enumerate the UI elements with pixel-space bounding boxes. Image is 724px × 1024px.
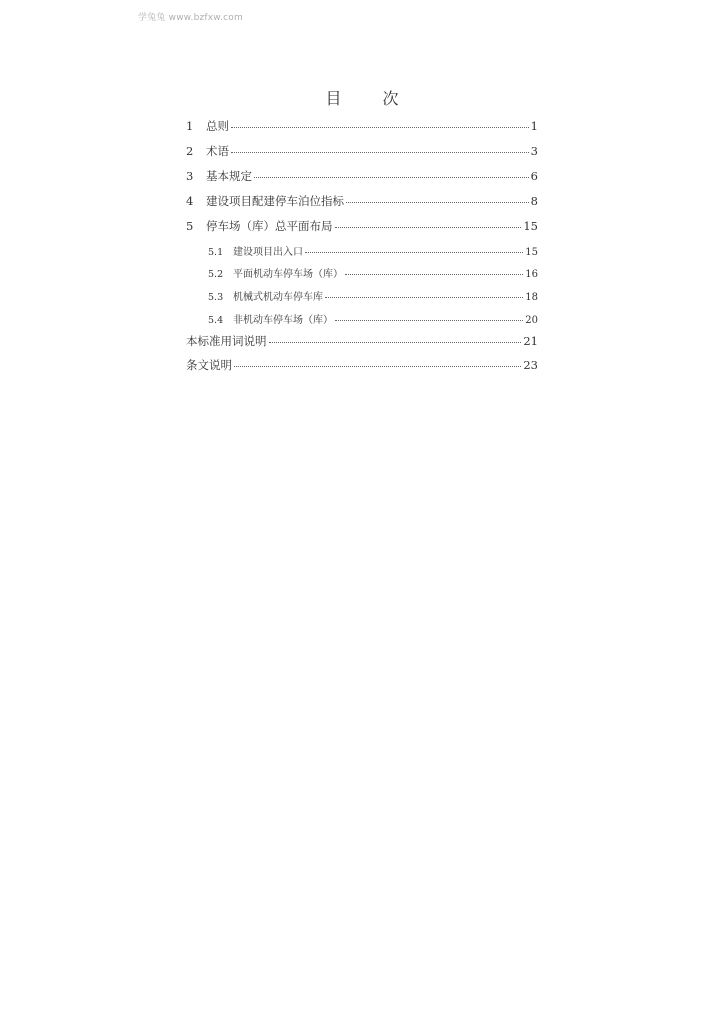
toc-entry-page: 16	[525, 269, 538, 280]
toc-entry-page: 21	[523, 334, 538, 348]
toc-entry-number: 5.3	[208, 292, 224, 303]
dot-leader	[335, 226, 522, 228]
toc-entry-5-4[interactable]	[208, 311, 538, 325]
toc-entry-label: 本标准用词说明	[186, 334, 267, 348]
toc-entry-page: 8	[530, 194, 538, 208]
toc-entry-1[interactable]	[186, 118, 538, 134]
toc-entry-label: 非机动车停车场（库）	[233, 315, 333, 326]
toc-entry-number: 5	[186, 219, 194, 233]
toc-entry-number: 5.1	[208, 247, 224, 258]
toc-entry-page: 15	[525, 247, 538, 258]
dot-leader	[335, 319, 523, 321]
toc-entry-label: 停车场（库）总平面布局	[206, 219, 333, 233]
dot-leader	[254, 176, 529, 178]
toc-entry-page: 6	[530, 169, 538, 183]
toc-entry-label: 术语	[206, 144, 229, 158]
toc-entry-5-2[interactable]	[208, 265, 538, 279]
toc-entry-5-1[interactable]	[208, 243, 538, 257]
toc-entry-page: 15	[523, 219, 538, 233]
toc-entry-label: 建设项目出入口	[233, 247, 303, 258]
toc-entry-number: 2	[186, 144, 194, 158]
toc-entry-2[interactable]	[186, 143, 538, 159]
dot-leader	[231, 126, 529, 128]
toc-entry-number: 1	[186, 119, 194, 133]
toc-entry-clause-explanation[interactable]	[186, 357, 538, 373]
toc-entry-number: 5.4	[208, 315, 224, 326]
dot-leader	[305, 251, 523, 253]
dot-leader	[346, 201, 529, 203]
toc-entry-4[interactable]	[186, 193, 538, 209]
toc-entry-label: 平面机动车停车场（库）	[233, 269, 343, 280]
toc-entry-label: 机械式机动车停车库	[233, 292, 323, 303]
toc-entry-page: 18	[525, 292, 538, 303]
toc-entry-label: 基本规定	[206, 169, 252, 183]
toc-entry-number: 5.2	[208, 269, 224, 280]
toc-entry-label: 条文说明	[186, 358, 232, 372]
toc-entry-wording[interactable]	[186, 333, 538, 349]
toc-entry-label: 总则	[206, 119, 229, 133]
toc-entry-page: 20	[525, 315, 538, 326]
dot-leader	[345, 273, 523, 275]
toc-entry-page: 23	[523, 358, 538, 372]
toc-entry-number: 4	[186, 194, 194, 208]
dot-leader	[269, 341, 522, 343]
toc-entry-number: 3	[186, 169, 194, 183]
dot-leader	[231, 151, 529, 153]
dot-leader	[234, 365, 521, 367]
watermark-text: 学兔兔 www.bzfxw.com	[138, 13, 243, 23]
toc-entry-label: 建设项目配建停车泊位指标	[206, 194, 344, 208]
toc-title-text: 目 次	[325, 89, 417, 108]
toc-entry-page: 1	[530, 119, 538, 133]
toc-entry-page: 3	[530, 144, 538, 158]
toc-entry-5[interactable]	[186, 218, 538, 234]
toc-entry-3[interactable]	[186, 168, 538, 184]
dot-leader	[325, 296, 523, 298]
toc-entry-5-3[interactable]	[208, 288, 538, 302]
